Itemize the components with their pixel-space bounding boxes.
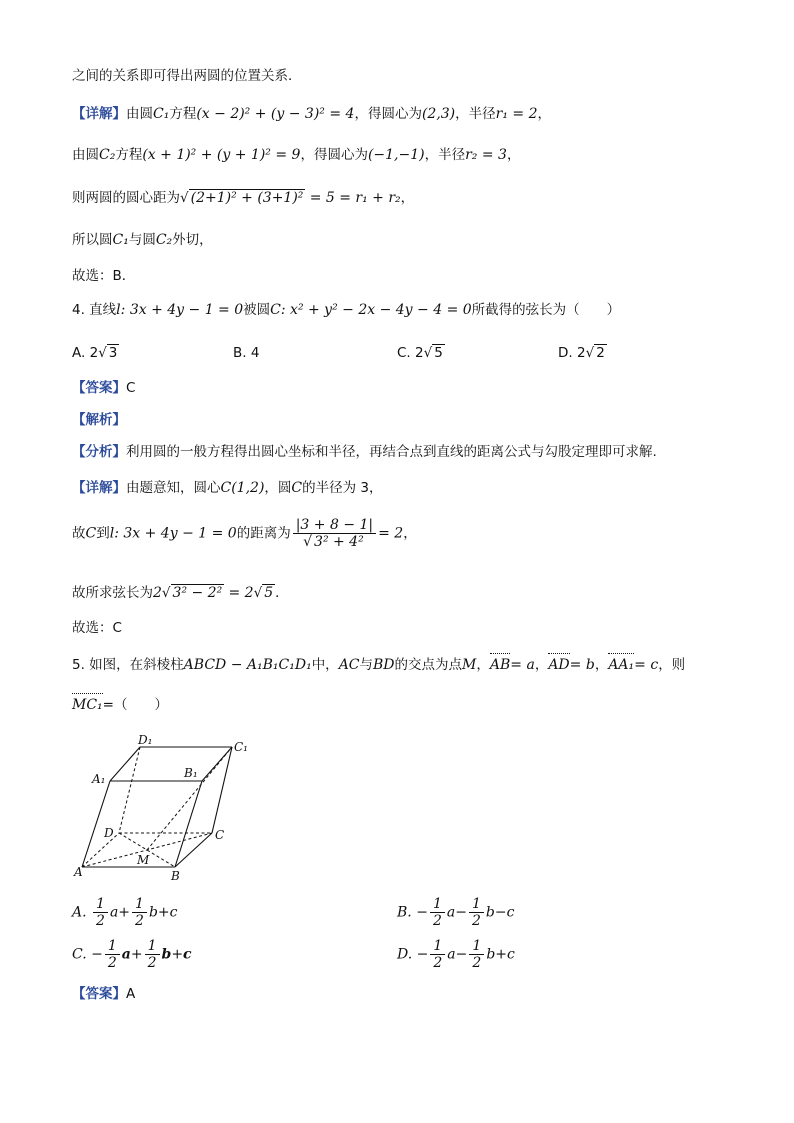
fenxi-text: 利用圆的一般方程得出圆心坐标和半径，再结合点到直线的距离公式与勾股定理即可求解.	[126, 444, 657, 460]
q5-option-c[interactable]	[72, 938, 192, 971]
chord-line: 故所求弦长为2√ 3² − 2² = 2√ 5 ．	[72, 585, 289, 601]
fraction-num: 1	[469, 938, 484, 955]
detail-line-4	[72, 230, 213, 250]
option-label: D.	[558, 345, 573, 361]
label-b1: B₁	[184, 766, 198, 780]
q4-option-d[interactable]: D. 2√ 2	[558, 345, 605, 361]
text: ，	[400, 190, 415, 206]
q5-option-a[interactable]	[72, 896, 178, 929]
circle-c2: C₂	[99, 147, 116, 163]
text: 由圆	[72, 147, 99, 163]
circle-c1: C₁	[112, 232, 129, 248]
distance-line	[72, 517, 417, 550]
answer-tag: 【答案】	[72, 986, 126, 1002]
text: ，	[537, 106, 551, 122]
text: 的距离为	[236, 525, 291, 542]
vec-a: a	[446, 904, 456, 921]
fraction-num: 1	[105, 938, 120, 955]
text: 被圆	[243, 302, 271, 318]
text: ，	[534, 657, 549, 673]
vec-eq: = b	[569, 657, 595, 673]
fraction-num: 1	[93, 896, 108, 913]
result: = 2	[228, 585, 254, 601]
radicand: 3² − 2²	[172, 585, 223, 601]
circle-c1: C₁	[153, 106, 170, 122]
prism-name: ABCD − A₁B₁C₁D₁	[183, 657, 312, 673]
vec-b: b	[161, 946, 172, 963]
q5-option-d[interactable]	[397, 938, 515, 971]
equation: = 5 = r₁ + r₂	[309, 190, 401, 206]
fraction-num: 1	[430, 896, 445, 913]
text: 与	[359, 657, 374, 673]
segment-bd: BD	[373, 657, 395, 673]
text: 所截得的弦长为（ ）	[471, 302, 621, 318]
option-label: A.	[72, 345, 86, 361]
vector-aa1: AA₁	[608, 657, 635, 673]
option-label: B.	[397, 904, 412, 921]
vector-ad: AD	[548, 657, 570, 673]
radicand: 5	[264, 585, 274, 601]
fraction-den: 2	[135, 913, 144, 929]
center: (2,3)	[421, 106, 456, 122]
detail-tag: 【详解】	[72, 480, 126, 496]
center: (−1,−1)	[367, 147, 425, 163]
text: ，	[403, 525, 417, 542]
equation: : 3x + 4y − 1 = 0	[114, 525, 237, 542]
sign: −	[91, 946, 103, 963]
detail-tag: 【详解】	[72, 106, 126, 122]
center: C(1,2)	[220, 480, 265, 496]
fenxi-line	[72, 442, 657, 462]
text: ，圆	[264, 480, 292, 496]
q4-option-b[interactable]	[233, 343, 259, 363]
label-d: D	[104, 826, 114, 840]
circle-c: C	[270, 302, 281, 318]
text: 故	[72, 525, 86, 542]
q5-option-b[interactable]	[397, 896, 514, 929]
text: ，	[506, 147, 521, 163]
option-radicand: 2	[596, 345, 605, 361]
sign: −	[455, 946, 468, 963]
text: ，得圆心为	[300, 147, 368, 163]
text: ，则	[658, 657, 686, 673]
radius: r₁ = 2	[495, 106, 538, 122]
fraction-den: 2	[107, 955, 117, 971]
label-a: A	[74, 865, 83, 879]
fraction-den: 2	[96, 913, 105, 929]
analysis-tag	[72, 410, 126, 430]
circle-c: C	[291, 480, 303, 496]
option-label: C.	[72, 946, 87, 963]
answer-tag: 【答案】	[72, 380, 126, 396]
q4-option-a[interactable]: A. 2√ 3	[72, 345, 118, 361]
text: ，半径	[424, 147, 466, 163]
answer-value: A	[126, 986, 136, 1002]
radius: r₂ = 3	[465, 147, 507, 163]
sign: −	[416, 904, 428, 921]
prism-figure	[72, 735, 272, 885]
point-m: M	[462, 657, 477, 673]
sign: −	[494, 904, 507, 921]
coef: 2	[153, 585, 162, 601]
vec-eq: = a	[510, 657, 535, 673]
vec-a: a	[447, 946, 456, 963]
fraction-numerator: |3 + 8 − 1|	[293, 517, 376, 534]
vec-b: b	[485, 904, 495, 921]
label-a1: A₁	[92, 772, 106, 786]
fraction-den: 2	[432, 913, 442, 929]
text: 所以圆	[72, 232, 113, 248]
result: = 2	[378, 525, 404, 542]
text: ，半径	[455, 106, 496, 122]
distance-fraction: $\frac{|3 + 8 - 1|}{\text{√ 3² + 4²}}$	[293, 517, 376, 550]
option-value: 2	[415, 345, 424, 361]
text: ，得圆心为	[354, 106, 422, 122]
choice-line: 故选：C	[72, 620, 122, 636]
text: 方程	[169, 106, 197, 122]
text: 中，	[311, 657, 339, 673]
text: 的交点为点	[394, 657, 463, 673]
option-radicand: 3	[108, 345, 118, 361]
option-label: A.	[72, 904, 87, 921]
sign: +	[130, 946, 143, 963]
detail-line-2	[72, 145, 520, 165]
fenxi-tag: 【分析】	[72, 444, 126, 460]
vec-a: a	[109, 904, 119, 921]
label-b: B	[171, 869, 180, 883]
text: 5. 如图，在斜棱柱	[72, 657, 184, 673]
text: 与圆	[128, 232, 156, 248]
question-5	[72, 655, 685, 675]
sign: −	[416, 946, 429, 963]
text: 由圆	[126, 106, 153, 122]
vec-eq: = c	[634, 657, 659, 673]
fraction-num: 1	[132, 896, 147, 913]
equation: : 3x + 4y − 1 = 0	[120, 302, 244, 318]
text: 的半径为 3，	[302, 480, 383, 496]
vec-b: b	[486, 946, 496, 963]
equation: (x − 2)² + (y − 3)² = 4	[196, 106, 355, 122]
option-value: 2	[576, 345, 586, 361]
option-label: D.	[397, 946, 413, 963]
text: =（ ）	[102, 697, 168, 713]
text: ．	[275, 585, 289, 601]
label-d1: D₁	[138, 735, 153, 747]
text: ，	[594, 657, 609, 673]
detail-line-1	[72, 104, 551, 124]
sign: −	[455, 904, 467, 921]
edge-d1d	[119, 747, 140, 833]
sign: +	[495, 946, 508, 963]
fraction-num: 1	[469, 896, 484, 913]
label-m: M	[137, 853, 150, 867]
sign: +	[171, 946, 184, 963]
option-label: B.	[233, 345, 247, 361]
option-value: 2	[89, 345, 99, 361]
answer-value: C	[126, 380, 136, 396]
fraction-num: 1	[145, 938, 160, 955]
detail-4-line-1	[72, 478, 383, 498]
fraction-den: 2	[471, 913, 481, 929]
vec-c: c	[183, 946, 192, 963]
equation: : x² + y² − 2x − 4y − 4 = 0	[280, 302, 472, 318]
q4-option-c[interactable]: C. 2√ 5	[397, 345, 443, 361]
text: 由题意知，圆心	[126, 480, 221, 496]
text: 故所求弦长为	[72, 585, 153, 601]
label-c: C	[215, 828, 225, 842]
line-l: l	[109, 525, 115, 542]
text: ，	[476, 657, 490, 673]
radicand: (2+1)² + (3+1)²	[190, 190, 304, 206]
jiexi-tag: 【解析】	[72, 412, 126, 428]
point-c: C	[85, 525, 97, 542]
vector-ab: AB	[489, 657, 511, 673]
answer-5	[72, 984, 135, 1004]
vec-c: c	[506, 904, 515, 921]
label-c1: C₁	[234, 740, 248, 754]
detail-line-3: 则两圆的圆心距为√ (2+1)² + (3+1)² = 5 = r₁ + r₂，	[72, 190, 415, 206]
sign: +	[118, 904, 131, 921]
option-radicand: 5	[434, 345, 443, 361]
choice-line: 故选：B．	[72, 268, 136, 284]
text-line: 之间的关系即可得出两圆的位置关系．	[72, 68, 302, 84]
vec-b: b	[148, 904, 158, 921]
circle-c2: C₂	[155, 232, 173, 248]
equation: (x + 1)² + (y + 1)² = 9	[142, 147, 301, 163]
option-value: 4	[250, 345, 260, 361]
question-4	[72, 300, 620, 320]
text: 4. 直线	[72, 302, 117, 318]
text: 则两圆的圆心距为	[72, 190, 180, 206]
question-5-cont	[72, 695, 168, 715]
fraction-den: 2	[472, 955, 482, 971]
vec-c: c	[169, 904, 178, 921]
fraction-den: 2	[147, 955, 157, 971]
sign: +	[157, 904, 170, 921]
fraction-num: 1	[430, 938, 445, 955]
text: 到	[96, 525, 110, 542]
vec-a: a	[121, 946, 131, 963]
fraction-denominator: 3² + 4²	[314, 534, 364, 550]
option-label: C.	[397, 345, 411, 361]
vector-mc1: MC₁	[72, 697, 103, 713]
text: 外切，	[172, 232, 213, 248]
line-l: l	[116, 302, 121, 318]
fraction-den: 2	[433, 955, 443, 971]
answer-4	[72, 378, 135, 398]
text: 方程	[115, 147, 143, 163]
segment-ac: AC	[338, 657, 360, 673]
vec-c: c	[507, 946, 515, 963]
